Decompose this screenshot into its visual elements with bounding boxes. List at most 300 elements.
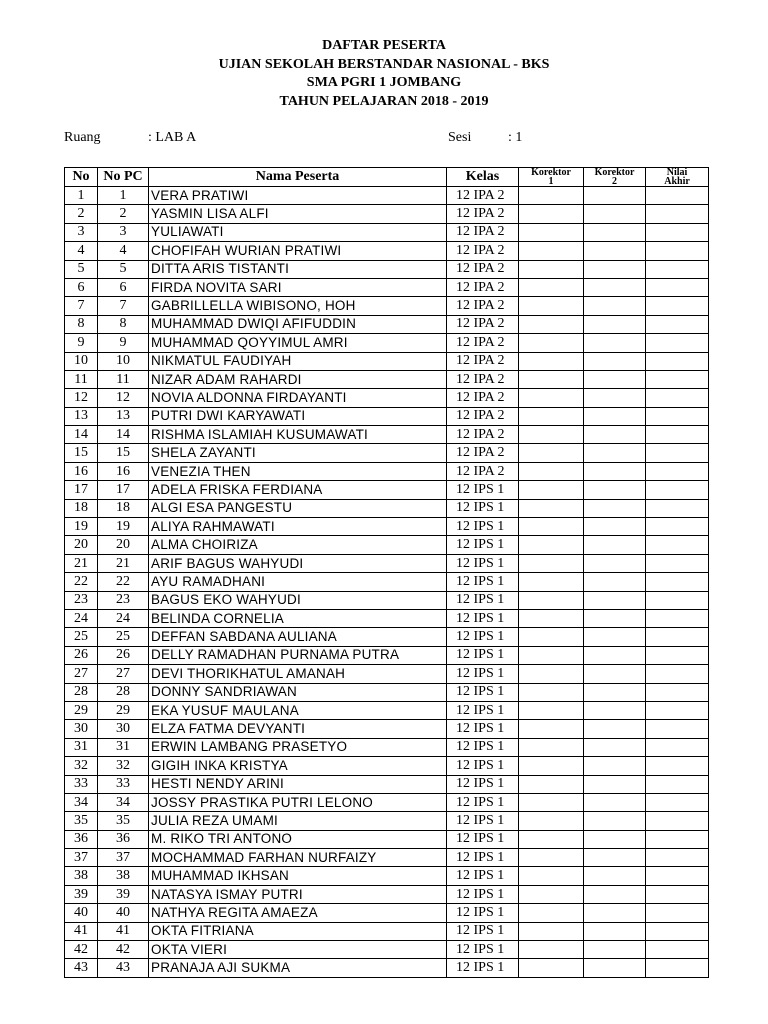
row-nama-peserta: EKA YUSUF MAULANA [149, 701, 447, 719]
row-nilai-akhir-cell [646, 701, 709, 719]
row-nama-peserta: M. RIKO TRI ANTONO [149, 830, 447, 848]
row-kelas: 12 IPA 2 [447, 297, 519, 315]
row-kelas: 12 IPS 1 [447, 518, 519, 536]
table-row [65, 830, 709, 848]
row-no-pc: 5 [98, 260, 149, 278]
row-nama-peserta: DEFFAN SABDANA AULIANA [149, 628, 447, 646]
table-row [65, 352, 709, 370]
row-no: 14 [65, 426, 98, 444]
table-row [65, 941, 709, 959]
row-nilai-akhir-cell [646, 959, 709, 977]
row-korektor-1-cell [519, 444, 584, 462]
row-korektor-1-cell [519, 885, 584, 903]
row-korektor-1-cell [519, 223, 584, 241]
table-row [65, 922, 709, 940]
row-korektor-2-cell [584, 278, 646, 296]
table-row [65, 187, 709, 205]
row-korektor-2-cell [584, 518, 646, 536]
row-no: 8 [65, 315, 98, 333]
row-nilai-akhir-cell [646, 646, 709, 664]
row-nama-peserta: NIZAR ADAM RAHARDI [149, 370, 447, 388]
row-korektor-1-cell [519, 609, 584, 627]
row-korektor-1-cell [519, 536, 584, 554]
row-kelas: 12 IPA 2 [447, 223, 519, 241]
row-korektor-1-cell [519, 665, 584, 683]
row-no-pc: 7 [98, 297, 149, 315]
row-korektor-1-cell [519, 315, 584, 333]
row-no: 33 [65, 775, 98, 793]
row-no: 29 [65, 701, 98, 719]
row-no: 15 [65, 444, 98, 462]
row-korektor-2-cell [584, 922, 646, 940]
header-title: DAFTAR PESERTA [322, 38, 446, 53]
row-nama-peserta: MUHAMMAD IKHSAN [149, 867, 447, 885]
row-no: 21 [65, 554, 98, 572]
col-header-korektor-1-line2: 1 [548, 176, 554, 187]
row-nilai-akhir-cell [646, 885, 709, 903]
row-korektor-1-cell [519, 389, 584, 407]
row-korektor-1-cell [519, 297, 584, 315]
row-nama-peserta: DELLY RAMADHAN PURNAMA PUTRA [149, 646, 447, 664]
row-kelas: 12 IPS 1 [447, 941, 519, 959]
row-nama-peserta: NOVIA ALDONNA FIRDAYANTI [149, 389, 447, 407]
row-nama-peserta: NATHYA REGITA AMAEZA [149, 904, 447, 922]
row-nilai-akhir-cell [646, 481, 709, 499]
row-no-pc: 35 [98, 812, 149, 830]
row-korektor-1-cell [519, 481, 584, 499]
table-row [65, 573, 709, 591]
header-academic-year: TAHUN PELAJARAN 2018 - 2019 [279, 93, 489, 109]
row-no-pc: 25 [98, 628, 149, 646]
row-korektor-1-cell [519, 775, 584, 793]
row-no-pc: 29 [98, 701, 149, 719]
row-korektor-2-cell [584, 591, 646, 609]
table-row [65, 242, 709, 260]
row-nilai-akhir-cell [646, 187, 709, 205]
row-kelas: 12 IPS 1 [447, 830, 519, 848]
row-nama-peserta: BAGUS EKO WAHYUDI [149, 591, 447, 609]
row-no-pc: 10 [98, 352, 149, 370]
row-no: 40 [65, 904, 98, 922]
row-no: 39 [65, 885, 98, 903]
sesi-value: : 1 [508, 130, 523, 145]
row-korektor-2-cell [584, 738, 646, 756]
row-nama-peserta: BELINDA CORNELIA [149, 609, 447, 627]
row-korektor-1-cell [519, 242, 584, 260]
row-no-pc: 39 [98, 885, 149, 903]
row-korektor-2-cell [584, 812, 646, 830]
col-header-nilai-akhir-line1: Nilai [666, 167, 688, 178]
row-no: 17 [65, 481, 98, 499]
row-nilai-akhir-cell [646, 738, 709, 756]
col-header-korektor-2 [584, 168, 646, 187]
row-no-pc: 41 [98, 922, 149, 940]
row-korektor-2-cell [584, 775, 646, 793]
row-kelas: 12 IPS 1 [447, 609, 519, 627]
sesi-label: Sesi [448, 130, 472, 145]
row-nilai-akhir-cell [646, 315, 709, 333]
row-nilai-akhir-cell [646, 223, 709, 241]
row-kelas: 12 IPS 1 [447, 646, 519, 664]
row-nilai-akhir-cell [646, 757, 709, 775]
row-no-pc: 24 [98, 609, 149, 627]
row-korektor-2-cell [584, 462, 646, 480]
row-no: 13 [65, 407, 98, 425]
row-nilai-akhir-cell [646, 297, 709, 315]
row-nilai-akhir-cell [646, 609, 709, 627]
row-no-pc: 1 [98, 187, 149, 205]
row-nilai-akhir-cell [646, 462, 709, 480]
row-no: 31 [65, 738, 98, 756]
row-no-pc: 37 [98, 849, 149, 867]
table-row [65, 297, 709, 315]
row-no: 27 [65, 665, 98, 683]
row-nilai-akhir-cell [646, 904, 709, 922]
row-nama-peserta: YASMIN LISA ALFI [149, 205, 447, 223]
row-nilai-akhir-cell [646, 278, 709, 296]
row-nama-peserta: FIRDA NOVITA SARI [149, 278, 447, 296]
row-korektor-2-cell [584, 628, 646, 646]
row-no-pc: 19 [98, 518, 149, 536]
ruang-label: Ruang [64, 130, 101, 145]
col-header-korektor-1-line1: Korektor [531, 167, 571, 178]
row-no-pc: 34 [98, 793, 149, 811]
table-row [65, 462, 709, 480]
row-nilai-akhir-cell [646, 812, 709, 830]
table-row [65, 370, 709, 388]
row-korektor-2-cell [584, 646, 646, 664]
row-korektor-2-cell [584, 904, 646, 922]
row-nilai-akhir-cell [646, 334, 709, 352]
row-korektor-2-cell [584, 609, 646, 627]
row-no-pc: 38 [98, 867, 149, 885]
col-header-nama: Nama Peserta [149, 168, 447, 187]
row-no: 42 [65, 941, 98, 959]
table-row [65, 278, 709, 296]
row-nama-peserta: JULIA REZA UMAMI [149, 812, 447, 830]
row-no: 11 [65, 370, 98, 388]
row-korektor-1-cell [519, 628, 584, 646]
row-korektor-2-cell [584, 867, 646, 885]
row-korektor-2-cell [584, 242, 646, 260]
row-no: 3 [65, 223, 98, 241]
row-kelas: 12 IPS 1 [447, 701, 519, 719]
row-nama-peserta: SHELA ZAYANTI [149, 444, 447, 462]
row-nama-peserta: ALMA CHOIRIZA [149, 536, 447, 554]
row-no-pc: 36 [98, 830, 149, 848]
row-nilai-akhir-cell [646, 499, 709, 517]
row-korektor-1-cell [519, 352, 584, 370]
row-nilai-akhir-cell [646, 407, 709, 425]
row-korektor-2-cell [584, 701, 646, 719]
row-kelas: 12 IPA 2 [447, 260, 519, 278]
row-no-pc: 9 [98, 334, 149, 352]
row-no-pc: 8 [98, 315, 149, 333]
row-no: 7 [65, 297, 98, 315]
row-no: 22 [65, 573, 98, 591]
table-row [65, 407, 709, 425]
row-korektor-1-cell [519, 407, 584, 425]
row-no-pc: 27 [98, 665, 149, 683]
row-nama-peserta: JOSSY PRASTIKA PUTRI LELONO [149, 793, 447, 811]
row-nama-peserta: GABRILLELLA WIBISONO, HOH [149, 297, 447, 315]
row-no: 12 [65, 389, 98, 407]
row-no-pc: 17 [98, 481, 149, 499]
row-nilai-akhir-cell [646, 849, 709, 867]
row-kelas: 12 IPA 2 [447, 444, 519, 462]
row-no: 30 [65, 720, 98, 738]
row-nama-peserta: ARIF BAGUS WAHYUDI [149, 554, 447, 572]
row-kelas: 12 IPS 1 [447, 481, 519, 499]
row-nilai-akhir-cell [646, 242, 709, 260]
row-korektor-2-cell [584, 334, 646, 352]
row-korektor-2-cell [584, 536, 646, 554]
row-nilai-akhir-cell [646, 830, 709, 848]
row-nama-peserta: OKTA FITRIANA [149, 922, 447, 940]
row-kelas: 12 IPS 1 [447, 757, 519, 775]
table-row [65, 536, 709, 554]
row-korektor-2-cell [584, 959, 646, 977]
table-row [65, 628, 709, 646]
row-korektor-1-cell [519, 591, 584, 609]
row-kelas: 12 IPA 2 [447, 187, 519, 205]
row-nilai-akhir-cell [646, 260, 709, 278]
row-kelas: 12 IPS 1 [447, 683, 519, 701]
row-korektor-2-cell [584, 830, 646, 848]
row-no: 25 [65, 628, 98, 646]
row-korektor-1-cell [519, 205, 584, 223]
table-row [65, 609, 709, 627]
row-kelas: 12 IPS 1 [447, 922, 519, 940]
row-nilai-akhir-cell [646, 205, 709, 223]
row-no: 9 [65, 334, 98, 352]
row-korektor-1-cell [519, 720, 584, 738]
row-no: 24 [65, 609, 98, 627]
row-no-pc: 15 [98, 444, 149, 462]
table-row [65, 223, 709, 241]
row-korektor-1-cell [519, 812, 584, 830]
table-row [65, 701, 709, 719]
row-korektor-1-cell [519, 187, 584, 205]
participant-table [64, 167, 709, 978]
row-nama-peserta: YULIAWATI [149, 223, 447, 241]
table-row [65, 591, 709, 609]
row-no: 26 [65, 646, 98, 664]
row-no-pc: 31 [98, 738, 149, 756]
row-korektor-1-cell [519, 554, 584, 572]
row-korektor-2-cell [584, 720, 646, 738]
row-korektor-2-cell [584, 426, 646, 444]
row-nama-peserta: DEVI THORIKHATUL AMANAH [149, 665, 447, 683]
row-korektor-2-cell [584, 554, 646, 572]
row-korektor-1-cell [519, 370, 584, 388]
row-korektor-1-cell [519, 334, 584, 352]
table-row [65, 554, 709, 572]
row-kelas: 12 IPS 1 [447, 573, 519, 591]
row-kelas: 12 IPA 2 [447, 334, 519, 352]
row-no-pc: 26 [98, 646, 149, 664]
row-kelas: 12 IPA 2 [447, 352, 519, 370]
table-row [65, 646, 709, 664]
row-nama-peserta: MUHAMMAD QOYYIMUL AMRI [149, 334, 447, 352]
table-row [65, 444, 709, 462]
row-kelas: 12 IPA 2 [447, 426, 519, 444]
table-row [65, 812, 709, 830]
row-korektor-1-cell [519, 499, 584, 517]
row-nama-peserta: ERWIN LAMBANG PRASETYO [149, 738, 447, 756]
row-nama-peserta: MUHAMMAD DWIQI AFIFUDDIN [149, 315, 447, 333]
row-nilai-akhir-cell [646, 573, 709, 591]
table-row [65, 389, 709, 407]
row-nama-peserta: CHOFIFAH WURIAN PRATIWI [149, 242, 447, 260]
row-korektor-1-cell [519, 426, 584, 444]
row-no-pc: 16 [98, 462, 149, 480]
row-korektor-1-cell [519, 959, 584, 977]
row-no-pc: 14 [98, 426, 149, 444]
row-korektor-2-cell [584, 665, 646, 683]
row-kelas: 12 IPS 1 [447, 812, 519, 830]
row-nama-peserta: VENEZIA THEN [149, 462, 447, 480]
row-korektor-2-cell [584, 885, 646, 903]
row-no: 6 [65, 278, 98, 296]
row-no: 20 [65, 536, 98, 554]
row-korektor-2-cell [584, 444, 646, 462]
row-kelas: 12 IPS 1 [447, 959, 519, 977]
row-no: 2 [65, 205, 98, 223]
row-korektor-1-cell [519, 260, 584, 278]
table-row [65, 315, 709, 333]
row-nama-peserta: ADELA FRISKA FERDIANA [149, 481, 447, 499]
ruang-value: : LAB A [148, 130, 197, 145]
row-no-pc: 32 [98, 757, 149, 775]
row-kelas: 12 IPS 1 [447, 885, 519, 903]
table-row [65, 205, 709, 223]
row-nilai-akhir-cell [646, 444, 709, 462]
row-nilai-akhir-cell [646, 665, 709, 683]
row-nilai-akhir-cell [646, 389, 709, 407]
row-nilai-akhir-cell [646, 518, 709, 536]
row-no-pc: 30 [98, 720, 149, 738]
row-korektor-1-cell [519, 573, 584, 591]
col-header-kelas: Kelas [447, 168, 519, 187]
table-row [65, 849, 709, 867]
row-no-pc: 11 [98, 370, 149, 388]
table-row [65, 720, 709, 738]
row-no-pc: 33 [98, 775, 149, 793]
row-no: 35 [65, 812, 98, 830]
row-nama-peserta: PUTRI DWI KARYAWATI [149, 407, 447, 425]
row-nama-peserta: AYU RAMADHANI [149, 573, 447, 591]
row-korektor-1-cell [519, 518, 584, 536]
row-kelas: 12 IPS 1 [447, 720, 519, 738]
row-korektor-1-cell [519, 793, 584, 811]
row-no: 19 [65, 518, 98, 536]
col-header-nilai-akhir-line2: Akhir [664, 176, 690, 187]
row-korektor-2-cell [584, 260, 646, 278]
row-nilai-akhir-cell [646, 370, 709, 388]
col-header-korektor-2-line2: 2 [612, 176, 617, 187]
row-korektor-1-cell [519, 278, 584, 296]
row-kelas: 12 IPS 1 [447, 554, 519, 572]
row-korektor-1-cell [519, 830, 584, 848]
row-no: 32 [65, 757, 98, 775]
row-korektor-1-cell [519, 849, 584, 867]
row-kelas: 12 IPA 2 [447, 242, 519, 260]
row-kelas: 12 IPA 2 [447, 278, 519, 296]
row-korektor-1-cell [519, 701, 584, 719]
row-kelas: 12 IPS 1 [447, 499, 519, 517]
row-nama-peserta: NIKMATUL FAUDIYAH [149, 352, 447, 370]
row-korektor-2-cell [584, 370, 646, 388]
row-nilai-akhir-cell [646, 628, 709, 646]
row-nilai-akhir-cell [646, 867, 709, 885]
table-row [65, 260, 709, 278]
row-kelas: 12 IPA 2 [447, 205, 519, 223]
table-row [65, 481, 709, 499]
col-header-no: No [65, 168, 98, 187]
row-no-pc: 28 [98, 683, 149, 701]
row-kelas: 12 IPA 2 [447, 315, 519, 333]
row-no-pc: 23 [98, 591, 149, 609]
row-no-pc: 6 [98, 278, 149, 296]
row-nama-peserta: GIGIH INKA KRISTYA [149, 757, 447, 775]
row-korektor-1-cell [519, 757, 584, 775]
row-no: 36 [65, 830, 98, 848]
row-korektor-1-cell [519, 941, 584, 959]
row-nama-peserta: MOCHAMMAD FARHAN NURFAIZY [149, 849, 447, 867]
row-nama-peserta: PRANAJA AJI SUKMA [149, 959, 447, 977]
row-no: 18 [65, 499, 98, 517]
row-korektor-2-cell [584, 481, 646, 499]
row-korektor-1-cell [519, 683, 584, 701]
row-korektor-2-cell [584, 573, 646, 591]
row-korektor-2-cell [584, 352, 646, 370]
row-no: 41 [65, 922, 98, 940]
row-kelas: 12 IPS 1 [447, 793, 519, 811]
row-no: 10 [65, 352, 98, 370]
row-korektor-2-cell [584, 315, 646, 333]
table-row [65, 499, 709, 517]
row-no-pc: 22 [98, 573, 149, 591]
row-nilai-akhir-cell [646, 793, 709, 811]
row-korektor-1-cell [519, 738, 584, 756]
table-row [65, 885, 709, 903]
table-row [65, 775, 709, 793]
row-nama-peserta: HESTI NENDY ARINI [149, 775, 447, 793]
row-kelas: 12 IPS 1 [447, 775, 519, 793]
row-kelas: 12 IPS 1 [447, 849, 519, 867]
row-korektor-2-cell [584, 407, 646, 425]
row-korektor-1-cell [519, 646, 584, 664]
row-korektor-2-cell [584, 389, 646, 407]
row-kelas: 12 IPA 2 [447, 370, 519, 388]
row-nama-peserta: RISHMA ISLAMIAH KUSUMAWATI [149, 426, 447, 444]
row-no-pc: 20 [98, 536, 149, 554]
row-nama-peserta: DONNY SANDRIAWAN [149, 683, 447, 701]
row-korektor-1-cell [519, 922, 584, 940]
table-row [65, 904, 709, 922]
row-korektor-2-cell [584, 683, 646, 701]
row-korektor-1-cell [519, 462, 584, 480]
row-kelas: 12 IPS 1 [447, 591, 519, 609]
row-nilai-akhir-cell [646, 426, 709, 444]
row-nilai-akhir-cell [646, 775, 709, 793]
row-kelas: 12 IPA 2 [447, 462, 519, 480]
row-nama-peserta: NATASYA ISMAY PUTRI [149, 885, 447, 903]
row-kelas: 12 IPA 2 [447, 407, 519, 425]
row-nama-peserta: ELZA FATMA DEVYANTI [149, 720, 447, 738]
table-body [65, 187, 709, 978]
